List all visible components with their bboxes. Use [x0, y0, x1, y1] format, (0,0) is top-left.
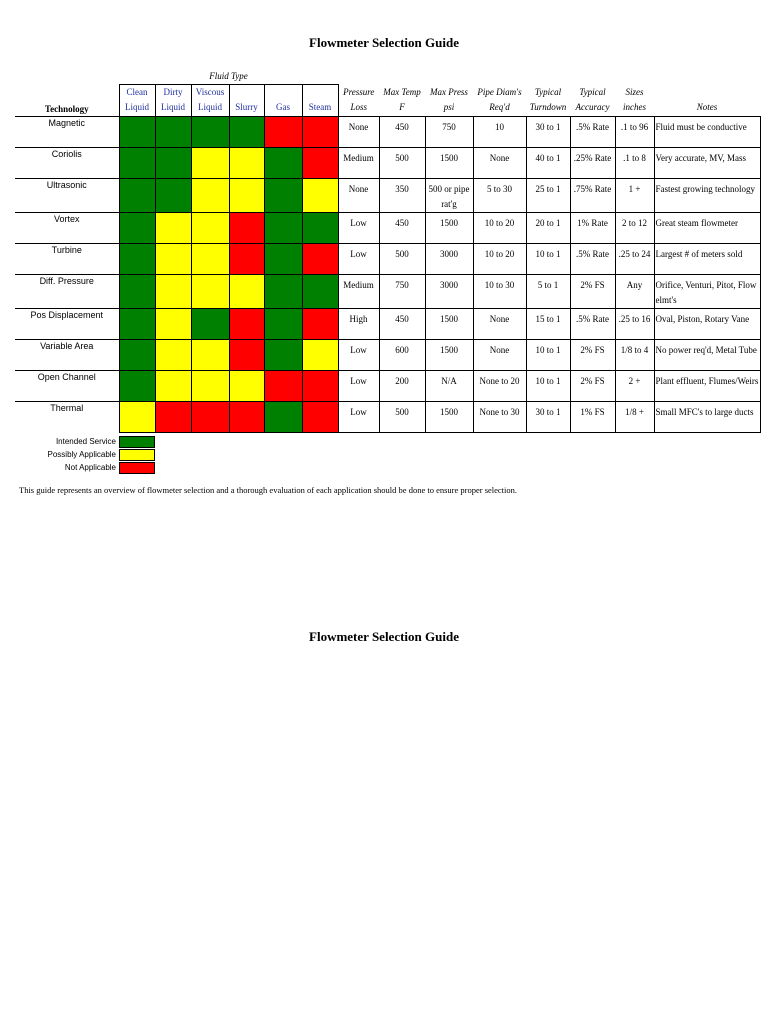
value-pipe-diam: None	[473, 147, 526, 178]
page-title-repeat: Flowmeter Selection Guide	[309, 629, 459, 644]
value-sizes: .1 to 8	[615, 147, 654, 178]
fluid-suitability-cell	[264, 339, 302, 370]
fluid-suitability-cell	[264, 308, 302, 339]
value-pipe-diam: None	[473, 339, 526, 370]
value-turndown: 20 to 1	[526, 212, 570, 243]
fluid-suitability-cell	[302, 212, 338, 243]
fluid-column-header	[229, 84, 264, 100]
value-max-press: 1500	[425, 147, 473, 178]
value-notes: Very accurate, MV, Mass	[654, 147, 760, 178]
value-max-press: 3000	[425, 243, 473, 274]
value-sizes: .1 to 96	[615, 116, 654, 147]
value-accuracy: 2% FS	[570, 339, 615, 370]
value-sizes: 1/8 to 4	[615, 339, 654, 370]
fluid-suitability-cell	[191, 178, 229, 212]
fluid-suitability-cell	[155, 370, 191, 401]
value-turndown: 10 to 1	[526, 243, 570, 274]
column-header: Loss	[350, 102, 367, 113]
fluid-suitability-cell	[264, 243, 302, 274]
value-pipe-diam: 10 to 30	[473, 274, 526, 308]
fluid-suitability-cell	[119, 274, 155, 308]
value-turndown: 10 to 1	[526, 370, 570, 401]
fluid-column-header: Dirty	[155, 84, 191, 100]
fluid-type-label: Fluid Type	[209, 70, 248, 81]
column-header: Req'd	[489, 102, 510, 113]
value-accuracy: .5% Rate	[570, 243, 615, 274]
table-row	[15, 401, 760, 432]
column-header: Pressure	[343, 86, 375, 97]
fluid-suitability-cell	[302, 401, 338, 432]
value-notes: Great steam flowmeter	[654, 212, 760, 243]
value-sizes: .25 to 16	[615, 308, 654, 339]
column-header: Accuracy	[575, 102, 610, 113]
value-max-press: 500 or pipe rat'g	[425, 178, 473, 212]
column-header: psi	[443, 102, 455, 113]
fluid-column-header: Steam	[302, 100, 338, 116]
fluid-suitability-cell	[229, 212, 264, 243]
column-header: Pipe Diam's	[477, 86, 522, 97]
value-pressure-loss: Low	[338, 370, 379, 401]
fluid-suitability-cell	[302, 339, 338, 370]
fluid-suitability-cell	[155, 243, 191, 274]
value-pipe-diam: 10	[473, 116, 526, 147]
legend-label: Possibly Applicable	[47, 450, 116, 459]
fluid-suitability-cell	[119, 147, 155, 178]
fluid-suitability-cell	[191, 212, 229, 243]
technology-name: Variable Area	[15, 339, 119, 370]
value-notes: Oval, Piston, Rotary Vane	[654, 308, 760, 339]
fluid-column-header	[264, 84, 302, 100]
fluid-suitability-cell	[302, 147, 338, 178]
fluid-suitability-cell	[229, 147, 264, 178]
legend-swatch	[119, 462, 155, 474]
column-header	[654, 84, 760, 100]
value-notes: Fastest growing technology	[654, 178, 760, 212]
fluid-column-header	[302, 84, 338, 100]
value-notes: Fluid must be conductive	[654, 116, 760, 147]
column-header: F	[399, 102, 405, 113]
value-pipe-diam: 10 to 20	[473, 212, 526, 243]
value-accuracy: 1% FS	[570, 401, 615, 432]
fluid-suitability-cell	[155, 401, 191, 432]
fluid-suitability-cell	[229, 178, 264, 212]
value-notes: Largest # of meters sold	[654, 243, 760, 274]
technology-name: Ultrasonic	[15, 178, 119, 212]
fluid-suitability-cell	[191, 308, 229, 339]
value-pressure-loss: None	[338, 178, 379, 212]
value-sizes: Any	[615, 274, 654, 308]
value-notes: Small MFC's to large ducts	[654, 401, 760, 432]
value-turndown: 40 to 1	[526, 147, 570, 178]
value-accuracy: 2% FS	[570, 274, 615, 308]
fluid-suitability-cell	[229, 243, 264, 274]
fluid-suitability-cell	[119, 339, 155, 370]
fluid-column-header: Liquid	[191, 100, 229, 116]
value-accuracy: .75% Rate	[570, 178, 615, 212]
technology-name: Magnetic	[15, 116, 119, 147]
fluid-suitability-cell	[302, 370, 338, 401]
value-pipe-diam: None to 30	[473, 401, 526, 432]
fluid-suitability-cell	[191, 243, 229, 274]
fluid-suitability-cell	[229, 339, 264, 370]
fluid-column-header: Liquid	[119, 100, 155, 116]
column-header: Turndown	[529, 102, 567, 113]
technology-name: Coriolis	[15, 147, 119, 178]
value-notes: Plant effluent, Flumes/Weirs	[654, 370, 760, 401]
fluid-column-header: Viscous	[191, 84, 229, 100]
value-pressure-loss: None	[338, 116, 379, 147]
column-header: Notes	[696, 102, 718, 113]
value-max-temp: 500	[379, 401, 425, 432]
legend-swatch	[119, 449, 155, 461]
fluid-suitability-cell	[302, 178, 338, 212]
value-max-press: 3000	[425, 274, 473, 308]
value-max-temp: 750	[379, 274, 425, 308]
table-row	[15, 308, 760, 339]
value-accuracy: .5% Rate	[570, 116, 615, 147]
value-pipe-diam: 5 to 30	[473, 178, 526, 212]
column-header: inches	[623, 102, 646, 113]
fluid-suitability-cell	[155, 339, 191, 370]
value-notes: No power req'd, Metal Tube	[654, 339, 760, 370]
fluid-suitability-cell	[119, 178, 155, 212]
fluid-suitability-cell	[302, 243, 338, 274]
fluid-suitability-cell	[229, 401, 264, 432]
value-pressure-loss: Medium	[338, 274, 379, 308]
fluid-suitability-cell	[119, 243, 155, 274]
table-row	[15, 178, 760, 212]
value-turndown: 15 to 1	[526, 308, 570, 339]
value-max-press: 1500	[425, 339, 473, 370]
legend-swatch	[119, 436, 155, 448]
fluid-suitability-cell	[264, 370, 302, 401]
column-header: Typical	[534, 86, 562, 97]
value-sizes: 2 +	[615, 370, 654, 401]
fluid-suitability-cell	[229, 116, 264, 147]
fluid-suitability-cell	[191, 116, 229, 147]
value-turndown: 25 to 1	[526, 178, 570, 212]
fluid-suitability-cell	[302, 116, 338, 147]
fluid-suitability-cell	[155, 308, 191, 339]
value-turndown: 5 to 1	[526, 274, 570, 308]
value-pressure-loss: Low	[338, 212, 379, 243]
table-row	[15, 339, 760, 370]
value-max-temp: 500	[379, 243, 425, 274]
technology-name: Pos Displacement	[15, 308, 119, 339]
value-pressure-loss: High	[338, 308, 379, 339]
footnote: This guide represents an overview of flowmeter selection and a thorough evaluation of each application should be done to ensure proper selection.	[19, 485, 518, 495]
value-accuracy: .5% Rate	[570, 308, 615, 339]
table-row	[15, 116, 760, 147]
fluid-suitability-cell	[191, 147, 229, 178]
value-sizes: 1/8 +	[615, 401, 654, 432]
fluid-suitability-cell	[302, 308, 338, 339]
value-turndown: 30 to 1	[526, 401, 570, 432]
fluid-suitability-cell	[191, 339, 229, 370]
value-max-temp: 450	[379, 212, 425, 243]
table-row	[15, 243, 760, 274]
value-max-temp: 350	[379, 178, 425, 212]
fluid-suitability-cell	[191, 370, 229, 401]
value-max-temp: 600	[379, 339, 425, 370]
value-pressure-loss: Medium	[338, 147, 379, 178]
value-accuracy: 1% Rate	[570, 212, 615, 243]
value-accuracy: .25% Rate	[570, 147, 615, 178]
value-notes: Orifice, Venturi, Pitot, Flow elmt's	[654, 274, 760, 308]
value-sizes: 1 +	[615, 178, 654, 212]
table-row	[15, 147, 760, 178]
column-header: Sizes	[625, 86, 644, 97]
value-turndown: 30 to 1	[526, 116, 570, 147]
technology-name: Thermal	[15, 401, 119, 432]
column-header: Max Press	[430, 86, 468, 97]
fluid-suitability-cell	[155, 274, 191, 308]
value-turndown: 10 to 1	[526, 339, 570, 370]
table-row	[15, 274, 760, 308]
table-row	[15, 212, 760, 243]
technology-name: Vortex	[15, 212, 119, 243]
table-row	[15, 370, 760, 401]
legend-label: Intended Service	[55, 437, 116, 446]
value-max-press: 1500	[425, 308, 473, 339]
flowmeter-selection-table	[15, 68, 761, 433]
value-pressure-loss: Low	[338, 339, 379, 370]
fluid-suitability-cell	[264, 147, 302, 178]
legend-item	[20, 462, 160, 475]
fluid-suitability-cell	[119, 116, 155, 147]
fluid-suitability-cell	[229, 370, 264, 401]
fluid-suitability-cell	[264, 178, 302, 212]
column-header: Typical	[579, 86, 606, 97]
fluid-suitability-cell	[155, 178, 191, 212]
fluid-suitability-cell	[155, 212, 191, 243]
fluid-suitability-cell	[191, 274, 229, 308]
fluid-suitability-cell	[155, 116, 191, 147]
fluid-suitability-cell	[119, 308, 155, 339]
fluid-suitability-cell	[302, 274, 338, 308]
value-sizes: .25 to 24	[615, 243, 654, 274]
technology-header: Technology	[44, 103, 89, 114]
technology-name: Open Channel	[15, 370, 119, 401]
fluid-suitability-cell	[229, 274, 264, 308]
fluid-suitability-cell	[119, 212, 155, 243]
value-pipe-diam: 10 to 20	[473, 243, 526, 274]
value-max-press: N/A	[425, 370, 473, 401]
column-header: Max Temp	[383, 86, 421, 97]
fluid-column-header: Clean	[119, 84, 155, 100]
value-pressure-loss: Low	[338, 243, 379, 274]
legend-item	[20, 436, 160, 449]
page-title: Flowmeter Selection Guide	[309, 35, 459, 50]
technology-name: Diff. Pressure	[15, 274, 119, 308]
fluid-suitability-cell	[264, 212, 302, 243]
value-sizes: 2 to 12	[615, 212, 654, 243]
legend-item	[20, 449, 160, 462]
technology-name: Turbine	[15, 243, 119, 274]
value-pipe-diam: None	[473, 308, 526, 339]
fluid-suitability-cell	[264, 401, 302, 432]
fluid-suitability-cell	[119, 370, 155, 401]
value-max-press: 1500	[425, 401, 473, 432]
fluid-column-header: Gas	[264, 100, 302, 116]
fluid-suitability-cell	[191, 401, 229, 432]
fluid-suitability-cell	[229, 308, 264, 339]
value-max-press: 1500	[425, 212, 473, 243]
fluid-column-header: Slurry	[229, 100, 264, 116]
fluid-suitability-cell	[119, 401, 155, 432]
value-pressure-loss: Low	[338, 401, 379, 432]
fluid-suitability-cell	[264, 274, 302, 308]
value-max-temp: 200	[379, 370, 425, 401]
fluid-suitability-cell	[155, 147, 191, 178]
value-accuracy: 2% FS	[570, 370, 615, 401]
value-max-temp: 450	[379, 116, 425, 147]
value-max-temp: 450	[379, 308, 425, 339]
legend-label: Not Applicable	[64, 463, 116, 472]
fluid-suitability-cell	[264, 116, 302, 147]
value-max-press: 750	[425, 116, 473, 147]
fluid-column-header: Liquid	[155, 100, 191, 116]
value-pipe-diam: None to 20	[473, 370, 526, 401]
value-max-temp: 500	[379, 147, 425, 178]
